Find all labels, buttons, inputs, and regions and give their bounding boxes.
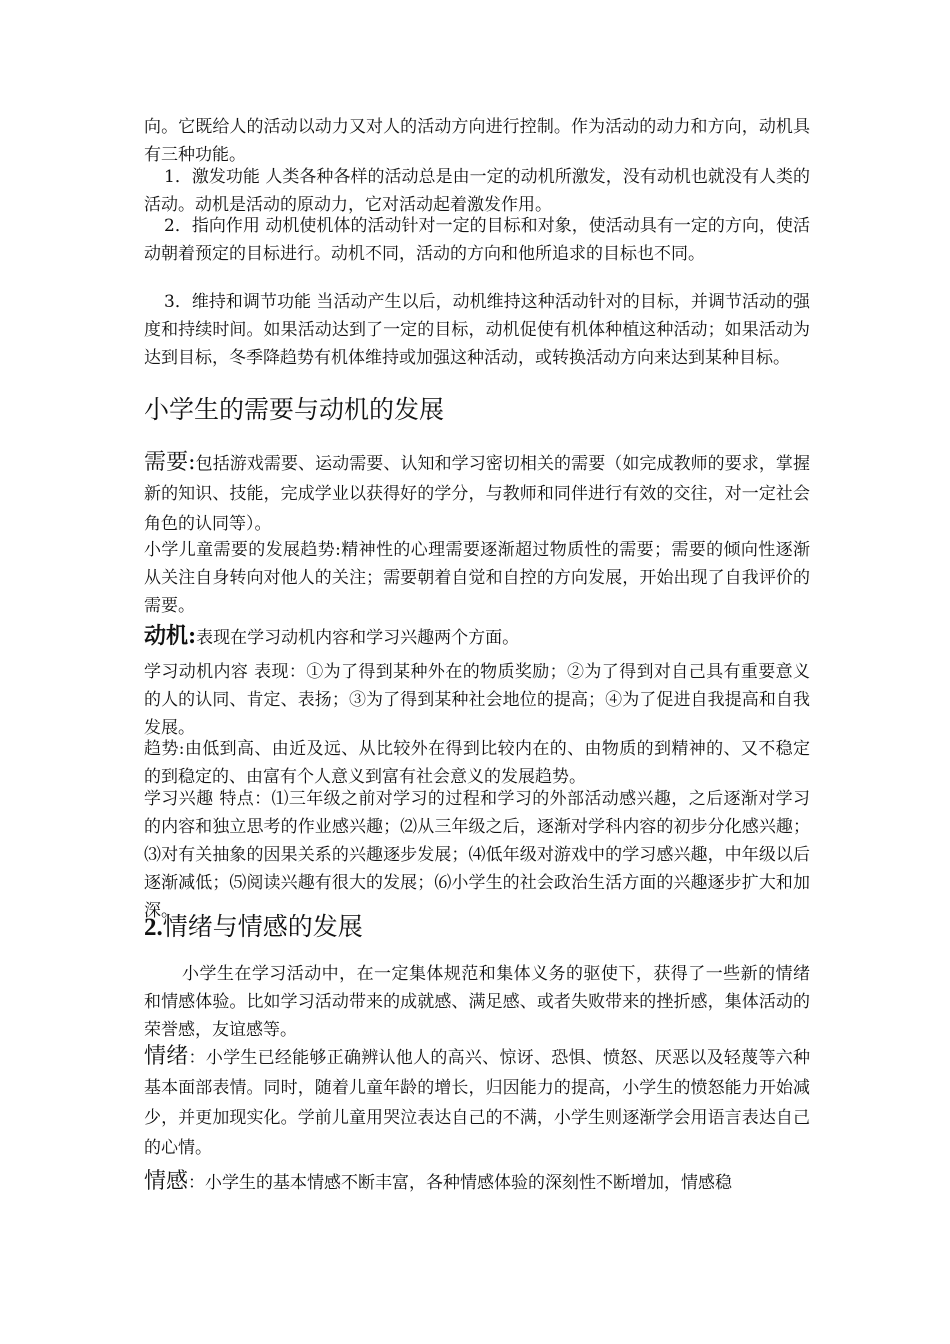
feeling-text: ：小学生的基本情感不断丰富，各种情感体验的深刻性不断增加，情感稳 bbox=[188, 1173, 733, 1193]
paragraph-maintain-function: 3．维持和调节功能 当活动产生以后，动机维持这种活动针对的目标，并调节活动的强度和持续时间。如果活动达到了一定的目标，动机促使有机体种植这种活动；如果活动为达到目标，冬季降趋势有机体维持或加强这种活动，或转换活动方向来达到某种目标。 bbox=[144, 292, 810, 368]
paragraph-motive bbox=[144, 622, 810, 652]
needs-lead: 需要: bbox=[144, 450, 196, 475]
paragraph-motive-function-intro: 向。它既给人的活动以动力又对人的活动方向进行控制。作为活动的动力和方向，动机具有三种功能。 bbox=[144, 117, 810, 165]
section-number: 2. bbox=[144, 914, 163, 941]
paragraph-motive-trend: 趋势:由低到高、由近及远、从比较外在得到比较内在的、由物质的到精神的、又不稳定的到稳定的、由富有个人意义到富有社会意义的发展趋势。 bbox=[144, 739, 810, 787]
mood-text: ：小学生已经能够正确辨认他人的高兴、惊讶、恐惧、愤怒、厌恶以及轻蔑等六种基本面部表情。同时，随着儿童年龄的增长，归因能力的提高，小学生的愤怒能力开始减少，并更加现实化。学前儿童用哭泣表达自己的不满，小学生则逐渐学会用语言表达自己的心情。 bbox=[144, 1048, 810, 1158]
paragraph-activation-function: 1．激发功能 人类各种各样的活动总是由一定的动机所激发，没有动机也就没有人类的活动。动机是活动的原动力，它对活动起着激发作用。 bbox=[144, 167, 810, 215]
paragraph-direction-function: 2．指向作用 动机使机体的活动针对一定的目标和对象，使活动具有一定的方向，使活动朝着预定的目标进行。动机不同，活动的方向和他所追求的目标也不同。 bbox=[144, 216, 810, 264]
mood-lead: 情绪 bbox=[144, 1044, 189, 1069]
motive-text: 表现在学习动机内容和学习兴趣两个方面。 bbox=[196, 628, 520, 648]
needs-text: 包括游戏需要、运动需要、认知和学习密切相关的需要（如完成教师的要求，掌握新的知识、技能，完成学业以获得好的学分，与教师和同伴进行有效的交往，对一定社会角色的认同等）。 bbox=[144, 454, 811, 534]
paragraph-mood bbox=[144, 1042, 810, 1163]
motive-lead: 动机: bbox=[144, 623, 197, 649]
paragraph-learning-interest: 学习兴趣 特点：⑴三年级之前对学习的过程和学习的外部活动感兴趣，之后逐渐对学习的内容和独立思考的作业感兴趣；⑵从三年级之后，逐渐对学科内容的初步分化感兴趣；⑶对有关抽象的因果关系的兴趣逐步发展；⑷低年级对游戏中的学习感兴趣，中年级以后逐渐减低；⑸阅读兴趣有很大的发展；⑹小学生的社会政治生活方面的兴趣逐步扩大和加深。 bbox=[144, 789, 810, 921]
section-heading-emotion bbox=[144, 910, 363, 945]
paragraph-needs-trend: 小学儿童需要的发展趋势:精神性的心理需要逐渐超过物质性的需要；需要的倾向性逐渐从关注自身转向对他人的关注；需要朝着自觉和自控的方向发展，开始出现了自我评价的需要。 bbox=[144, 540, 810, 616]
section-title: 情绪与情感的发展 bbox=[162, 912, 363, 941]
paragraph-feeling bbox=[144, 1168, 810, 1197]
paragraph-emotion-intro: 小学生在学习活动中，在一定集体规范和集体义务的驱使下，获得了一些新的情绪和情感体验。比如学习活动带来的成就感、满足感、或者失败带来的挫折感，集体活动的荣誉感，友谊感等。 bbox=[144, 964, 810, 1040]
section-heading-needs-motives: 小学生的需要与动机的发展 bbox=[144, 395, 445, 424]
paragraph-needs bbox=[144, 448, 810, 539]
paragraph-motive-content: 学习动机内容 表现：①为了得到某种外在的物质奖励；②为了得到对自己具有重要意义的人的认同、肯定、表扬；③为了得到某种社会地位的提高；④为了促进自我提高和自我发展。 bbox=[144, 662, 810, 738]
feeling-lead: 情感 bbox=[144, 1169, 189, 1194]
